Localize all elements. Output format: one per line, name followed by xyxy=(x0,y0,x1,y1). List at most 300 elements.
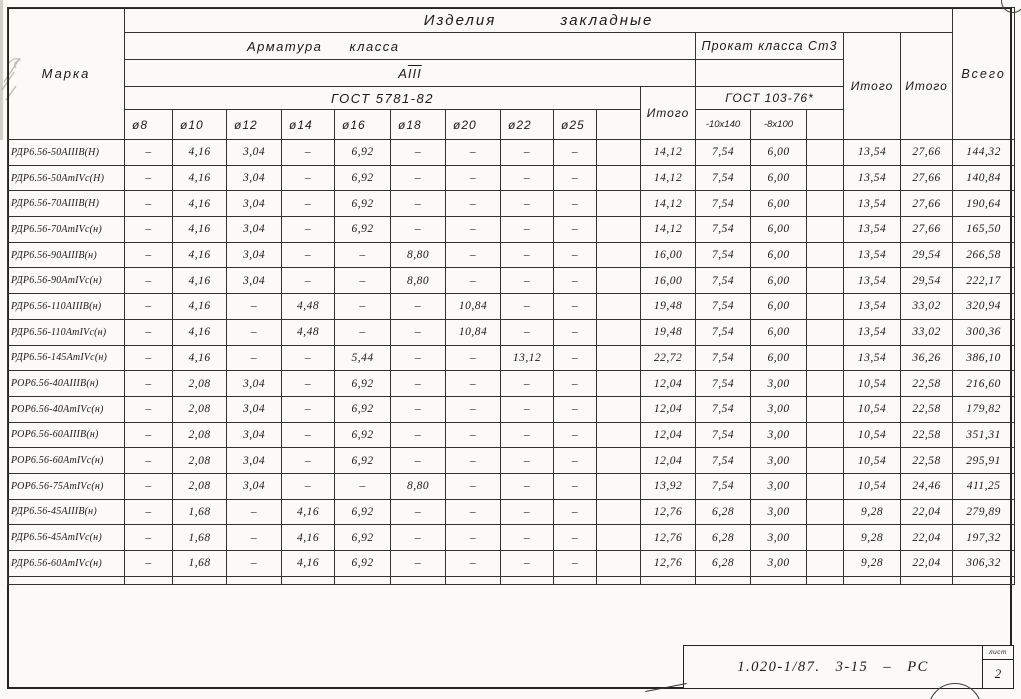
blank-cell xyxy=(641,576,696,584)
mark-cell: РДР6.56-110АтIVс(н) xyxy=(8,319,125,345)
value-cell: 22,58 xyxy=(901,448,953,474)
value-cell: 300,36 xyxy=(953,319,1015,345)
value-cell: 320,94 xyxy=(953,294,1015,320)
value-cell: – xyxy=(501,191,554,217)
blank-cell xyxy=(807,396,844,422)
value-cell: – xyxy=(227,294,282,320)
table-title: Изделия закладные xyxy=(125,8,953,33)
blank-cell xyxy=(597,525,641,551)
value-cell: – xyxy=(501,525,554,551)
value-cell: 6,28 xyxy=(696,551,751,577)
gost-armature-header: ГОСТ 5781-82 xyxy=(125,87,641,110)
value-cell: 12,04 xyxy=(641,396,696,422)
value-cell: 7,54 xyxy=(696,448,751,474)
column-header-itogo-total: Итого xyxy=(901,33,953,140)
blank-cell xyxy=(125,576,173,584)
value-cell: – xyxy=(554,217,597,243)
value-cell: – xyxy=(501,371,554,397)
empty-header-cell xyxy=(597,110,641,140)
value-cell: 2,08 xyxy=(173,473,227,499)
value-cell: 16,00 xyxy=(641,242,696,268)
blank-cell xyxy=(807,448,844,474)
value-cell: 29,54 xyxy=(901,242,953,268)
value-cell: – xyxy=(446,191,501,217)
value-cell: 306,32 xyxy=(953,551,1015,577)
value-cell: 24,46 xyxy=(901,473,953,499)
value-cell: – xyxy=(227,319,282,345)
value-cell: – xyxy=(282,191,335,217)
table-row xyxy=(8,525,1015,551)
value-cell: 9,28 xyxy=(844,551,901,577)
value-cell: 3,00 xyxy=(751,448,807,474)
value-cell: – xyxy=(125,448,173,474)
blank-cell xyxy=(597,268,641,294)
value-cell: – xyxy=(335,319,391,345)
value-cell: – xyxy=(391,140,446,166)
value-cell: – xyxy=(125,319,173,345)
value-cell: – xyxy=(282,165,335,191)
value-cell: – xyxy=(282,217,335,243)
value-cell: 22,58 xyxy=(901,422,953,448)
value-cell: – xyxy=(125,140,173,166)
value-cell: 3,00 xyxy=(751,525,807,551)
value-cell: 22,04 xyxy=(901,499,953,525)
blank-cell xyxy=(8,576,125,584)
value-cell: 3,00 xyxy=(751,473,807,499)
mark-cell: РОР6.56-40АтIVс(н) xyxy=(8,396,125,422)
table-row xyxy=(8,294,1015,320)
value-cell: 7,54 xyxy=(696,165,751,191)
value-cell: – xyxy=(391,448,446,474)
blank-cell xyxy=(597,473,641,499)
blank-cell xyxy=(597,345,641,371)
mark-cell: РДР6.56-60АтIVс(н) xyxy=(8,551,125,577)
value-cell: 14,12 xyxy=(641,140,696,166)
value-cell: – xyxy=(554,268,597,294)
value-cell: 140,84 xyxy=(953,165,1015,191)
blank-cell xyxy=(807,371,844,397)
value-cell: 9,28 xyxy=(844,525,901,551)
value-cell: 22,04 xyxy=(901,525,953,551)
value-cell: – xyxy=(282,242,335,268)
table-row xyxy=(8,345,1015,371)
value-cell: 4,16 xyxy=(173,140,227,166)
value-cell: 13,54 xyxy=(844,294,901,320)
value-cell: – xyxy=(391,319,446,345)
value-cell: 7,54 xyxy=(696,396,751,422)
value-cell: 3,00 xyxy=(751,422,807,448)
value-cell: – xyxy=(391,422,446,448)
value-cell: 3,04 xyxy=(227,396,282,422)
blank-cell xyxy=(597,371,641,397)
mark-cell: РОР6.56-60АIIIВ(н) xyxy=(8,422,125,448)
value-cell: 9,28 xyxy=(844,499,901,525)
value-cell: – xyxy=(446,140,501,166)
value-cell: 222,17 xyxy=(953,268,1015,294)
value-cell: 6,92 xyxy=(335,371,391,397)
value-cell: 7,54 xyxy=(696,191,751,217)
blank-cell xyxy=(391,576,446,584)
value-cell: – xyxy=(446,525,501,551)
value-cell: 12,04 xyxy=(641,422,696,448)
value-cell: 6,00 xyxy=(751,268,807,294)
value-cell: – xyxy=(391,551,446,577)
blank-cell xyxy=(807,499,844,525)
value-cell: 266,58 xyxy=(953,242,1015,268)
column-header-dia-8: ø8 xyxy=(125,110,173,140)
embedded-products-table xyxy=(7,7,1015,585)
value-cell: – xyxy=(125,217,173,243)
value-cell: 6,00 xyxy=(751,191,807,217)
value-cell: 3,00 xyxy=(751,499,807,525)
value-cell: 22,58 xyxy=(901,396,953,422)
blank-cell xyxy=(696,576,751,584)
value-cell: – xyxy=(554,371,597,397)
value-cell: 2,08 xyxy=(173,422,227,448)
value-cell: 4,16 xyxy=(173,165,227,191)
value-cell: 36,26 xyxy=(901,345,953,371)
value-cell: 6,00 xyxy=(751,294,807,320)
value-cell: – xyxy=(391,294,446,320)
value-cell: 3,04 xyxy=(227,217,282,243)
blank-cell xyxy=(597,576,641,584)
column-header-dia-12: ø12 xyxy=(227,110,282,140)
table-row xyxy=(8,396,1015,422)
mark-cell: РДР6.56-50АIIIВ(Н) xyxy=(8,140,125,166)
value-cell: 4,16 xyxy=(173,319,227,345)
value-cell: – xyxy=(554,525,597,551)
mark-cell: РДР6.56-45АтIVс(н) xyxy=(8,525,125,551)
value-cell: – xyxy=(125,242,173,268)
table-row xyxy=(8,371,1015,397)
value-cell: – xyxy=(125,191,173,217)
value-cell: 165,50 xyxy=(953,217,1015,243)
value-cell: 3,00 xyxy=(751,371,807,397)
value-cell: – xyxy=(446,371,501,397)
value-cell: – xyxy=(282,422,335,448)
column-header-mark: Марка xyxy=(8,8,125,140)
value-cell: – xyxy=(554,396,597,422)
blank-cell xyxy=(501,576,554,584)
table-row xyxy=(8,448,1015,474)
value-cell: – xyxy=(282,268,335,294)
value-cell: – xyxy=(501,165,554,191)
value-cell: – xyxy=(554,499,597,525)
value-cell: 3,04 xyxy=(227,165,282,191)
value-cell: 7,54 xyxy=(696,294,751,320)
value-cell: – xyxy=(282,473,335,499)
value-cell: 411,25 xyxy=(953,473,1015,499)
value-cell: 7,54 xyxy=(696,242,751,268)
value-cell: – xyxy=(554,242,597,268)
blank-cell xyxy=(597,396,641,422)
blank-cell xyxy=(597,448,641,474)
blank-cell xyxy=(335,576,391,584)
column-header-dia-14: ø14 xyxy=(282,110,335,140)
table-row xyxy=(8,422,1015,448)
value-cell: – xyxy=(501,396,554,422)
value-cell: 22,04 xyxy=(901,551,953,577)
blank-cell xyxy=(953,576,1015,584)
value-cell: 4,16 xyxy=(282,525,335,551)
value-cell: 6,00 xyxy=(751,345,807,371)
value-cell: – xyxy=(125,268,173,294)
value-cell: 5,44 xyxy=(335,345,391,371)
blank-cell xyxy=(227,576,282,584)
value-cell: 4,16 xyxy=(173,191,227,217)
table-row xyxy=(8,319,1015,345)
blank-cell xyxy=(751,576,807,584)
value-cell: – xyxy=(501,551,554,577)
armature-class-header: $А\overline{III}$ xyxy=(125,60,696,87)
value-cell: 10,54 xyxy=(844,448,901,474)
value-cell: 3,04 xyxy=(227,448,282,474)
value-cell: 6,28 xyxy=(696,499,751,525)
value-cell: 14,12 xyxy=(641,191,696,217)
value-cell: – xyxy=(446,499,501,525)
value-cell: 6,00 xyxy=(751,165,807,191)
blank-cell xyxy=(901,576,953,584)
value-cell: 3,04 xyxy=(227,191,282,217)
value-cell: 7,54 xyxy=(696,371,751,397)
blank-cell xyxy=(807,422,844,448)
column-header-dia-25: ø25 xyxy=(554,110,597,140)
value-cell: 10,54 xyxy=(844,473,901,499)
value-cell: 6,00 xyxy=(751,217,807,243)
value-cell: 12,04 xyxy=(641,448,696,474)
mark-cell: РДР6.56-90АIIIВ(н) xyxy=(8,242,125,268)
value-cell: 27,66 xyxy=(901,191,953,217)
blank-cell xyxy=(597,242,641,268)
blank-cell xyxy=(807,242,844,268)
value-cell: – xyxy=(391,396,446,422)
value-cell: 10,84 xyxy=(446,294,501,320)
value-cell: – xyxy=(391,371,446,397)
value-cell: 3,00 xyxy=(751,551,807,577)
value-cell: 4,48 xyxy=(282,294,335,320)
value-cell: – xyxy=(391,345,446,371)
column-header-dia-18: ø18 xyxy=(391,110,446,140)
value-cell: – xyxy=(227,525,282,551)
value-cell: 4,16 xyxy=(173,217,227,243)
value-cell: 4,16 xyxy=(173,268,227,294)
blank-cell xyxy=(807,551,844,577)
value-cell: 7,54 xyxy=(696,345,751,371)
empty-header-cell xyxy=(696,60,844,87)
value-cell: 1,68 xyxy=(173,551,227,577)
gost-prokat-header: ГОСТ 103-76* xyxy=(696,87,844,110)
value-cell: 7,54 xyxy=(696,473,751,499)
blank-cell xyxy=(554,576,597,584)
value-cell: – xyxy=(391,165,446,191)
table-row xyxy=(8,191,1015,217)
blank-cell xyxy=(807,473,844,499)
value-cell: 22,72 xyxy=(641,345,696,371)
value-cell: 7,54 xyxy=(696,319,751,345)
value-cell: 12,04 xyxy=(641,371,696,397)
value-cell: – xyxy=(554,551,597,577)
table-end-row xyxy=(8,576,1015,584)
value-cell: – xyxy=(282,345,335,371)
value-cell: – xyxy=(125,294,173,320)
table-row xyxy=(8,551,1015,577)
value-cell: 33,02 xyxy=(901,319,953,345)
value-cell: 279,89 xyxy=(953,499,1015,525)
value-cell: 13,54 xyxy=(844,319,901,345)
value-cell: – xyxy=(227,551,282,577)
value-cell: 29,54 xyxy=(901,268,953,294)
table-row xyxy=(8,217,1015,243)
mark-cell: РДР6.56-45АIIIВ(н) xyxy=(8,499,125,525)
value-cell: 27,66 xyxy=(901,165,953,191)
value-cell: 4,16 xyxy=(173,294,227,320)
column-header-dia-22: ø22 xyxy=(501,110,554,140)
mark-cell: РДР6.56-50АтIVс(Н) xyxy=(8,165,125,191)
value-cell: 216,60 xyxy=(953,371,1015,397)
value-cell: – xyxy=(554,165,597,191)
value-cell: 16,00 xyxy=(641,268,696,294)
value-cell: – xyxy=(446,448,501,474)
value-cell: 13,54 xyxy=(844,345,901,371)
value-cell: – xyxy=(125,422,173,448)
value-cell: 3,04 xyxy=(227,242,282,268)
value-cell: – xyxy=(391,191,446,217)
sheet-number-box xyxy=(982,646,1013,688)
value-cell: 3,04 xyxy=(227,422,282,448)
blank-cell xyxy=(282,576,335,584)
value-cell: – xyxy=(446,422,501,448)
column-header-dia-16: ø16 xyxy=(335,110,391,140)
group-header-armature: Арматура класса xyxy=(125,33,696,60)
value-cell: – xyxy=(125,371,173,397)
column-header-itogo-armature: Итого xyxy=(641,87,696,140)
value-cell: 27,66 xyxy=(901,217,953,243)
value-cell: – xyxy=(125,525,173,551)
table-row xyxy=(8,499,1015,525)
empty-header-cell xyxy=(807,110,844,140)
blank-cell xyxy=(597,499,641,525)
value-cell: 13,92 xyxy=(641,473,696,499)
value-cell: – xyxy=(554,319,597,345)
value-cell: – xyxy=(335,268,391,294)
blank-cell xyxy=(597,319,641,345)
value-cell: 8,80 xyxy=(391,268,446,294)
value-cell: 144,32 xyxy=(953,140,1015,166)
value-cell: – xyxy=(501,473,554,499)
value-cell: – xyxy=(391,499,446,525)
value-cell: – xyxy=(282,448,335,474)
value-cell: 19,48 xyxy=(641,294,696,320)
blank-cell xyxy=(807,165,844,191)
value-cell: – xyxy=(125,499,173,525)
value-cell: 13,54 xyxy=(844,242,901,268)
mark-cell: РДР6.56-145АтIVс(н) xyxy=(8,345,125,371)
value-cell: 6,00 xyxy=(751,140,807,166)
value-cell: 190,64 xyxy=(953,191,1015,217)
blank-cell xyxy=(807,345,844,371)
value-cell: 6,92 xyxy=(335,499,391,525)
value-cell: 2,08 xyxy=(173,448,227,474)
value-cell: – xyxy=(282,140,335,166)
document-number: 1.020-1/87. 3-15 – РС xyxy=(737,658,929,675)
value-cell: – xyxy=(501,242,554,268)
blank-cell xyxy=(597,551,641,577)
value-cell: 1,68 xyxy=(173,499,227,525)
blank-cell xyxy=(807,217,844,243)
mark-cell: РОР6.56-75АтIVс(н) xyxy=(8,473,125,499)
value-cell: 3,04 xyxy=(227,268,282,294)
blank-cell xyxy=(597,294,641,320)
value-cell: 10,84 xyxy=(446,319,501,345)
value-cell: 4,16 xyxy=(282,499,335,525)
value-cell: – xyxy=(125,165,173,191)
value-cell: – xyxy=(446,551,501,577)
value-cell: 13,12 xyxy=(501,345,554,371)
mark-cell: РДР6.56-110АIIIВ(н) xyxy=(8,294,125,320)
value-cell: – xyxy=(446,165,501,191)
value-cell: – xyxy=(446,217,501,243)
table-body xyxy=(8,140,1015,585)
column-header-size-8x100: -8x100 xyxy=(751,110,807,140)
value-cell: – xyxy=(554,422,597,448)
value-cell: – xyxy=(391,217,446,243)
value-cell: – xyxy=(554,345,597,371)
value-cell: 7,54 xyxy=(696,268,751,294)
blank-cell xyxy=(173,576,227,584)
value-cell: – xyxy=(554,140,597,166)
blank-cell xyxy=(446,576,501,584)
table-row xyxy=(8,473,1015,499)
value-cell: 6,92 xyxy=(335,525,391,551)
blank-cell xyxy=(807,319,844,345)
value-cell: – xyxy=(446,268,501,294)
value-cell: 4,16 xyxy=(282,551,335,577)
column-header-itogo-prokat: Итого xyxy=(844,33,901,140)
value-cell: 10,54 xyxy=(844,422,901,448)
value-cell: – xyxy=(446,242,501,268)
value-cell: 4,48 xyxy=(282,319,335,345)
column-header-size-10x140: -10x140 xyxy=(696,110,751,140)
table-row xyxy=(8,140,1015,166)
value-cell: – xyxy=(227,345,282,371)
blank-cell xyxy=(807,191,844,217)
value-cell: 8,80 xyxy=(391,242,446,268)
value-cell: – xyxy=(446,396,501,422)
value-cell: – xyxy=(282,396,335,422)
value-cell: 6,00 xyxy=(751,242,807,268)
blank-cell xyxy=(597,422,641,448)
value-cell: 7,54 xyxy=(696,422,751,448)
value-cell: 14,12 xyxy=(641,165,696,191)
table-row xyxy=(8,165,1015,191)
value-cell: 3,04 xyxy=(227,140,282,166)
value-cell: 13,54 xyxy=(844,268,901,294)
blank-cell xyxy=(807,140,844,166)
value-cell: 13,54 xyxy=(844,217,901,243)
value-cell: 7,54 xyxy=(696,140,751,166)
mark-cell: РОР6.56-40АIIIВ(н) xyxy=(8,371,125,397)
blank-cell xyxy=(597,140,641,166)
value-cell: 6,92 xyxy=(335,217,391,243)
sheet-label: лист xyxy=(983,646,1013,660)
value-cell: – xyxy=(554,448,597,474)
mark-cell: РДР6.56-90АтIVс(н) xyxy=(8,268,125,294)
value-cell: – xyxy=(125,473,173,499)
value-cell: 6,00 xyxy=(751,319,807,345)
value-cell: – xyxy=(391,525,446,551)
value-cell: 6,92 xyxy=(335,551,391,577)
value-cell: – xyxy=(125,345,173,371)
